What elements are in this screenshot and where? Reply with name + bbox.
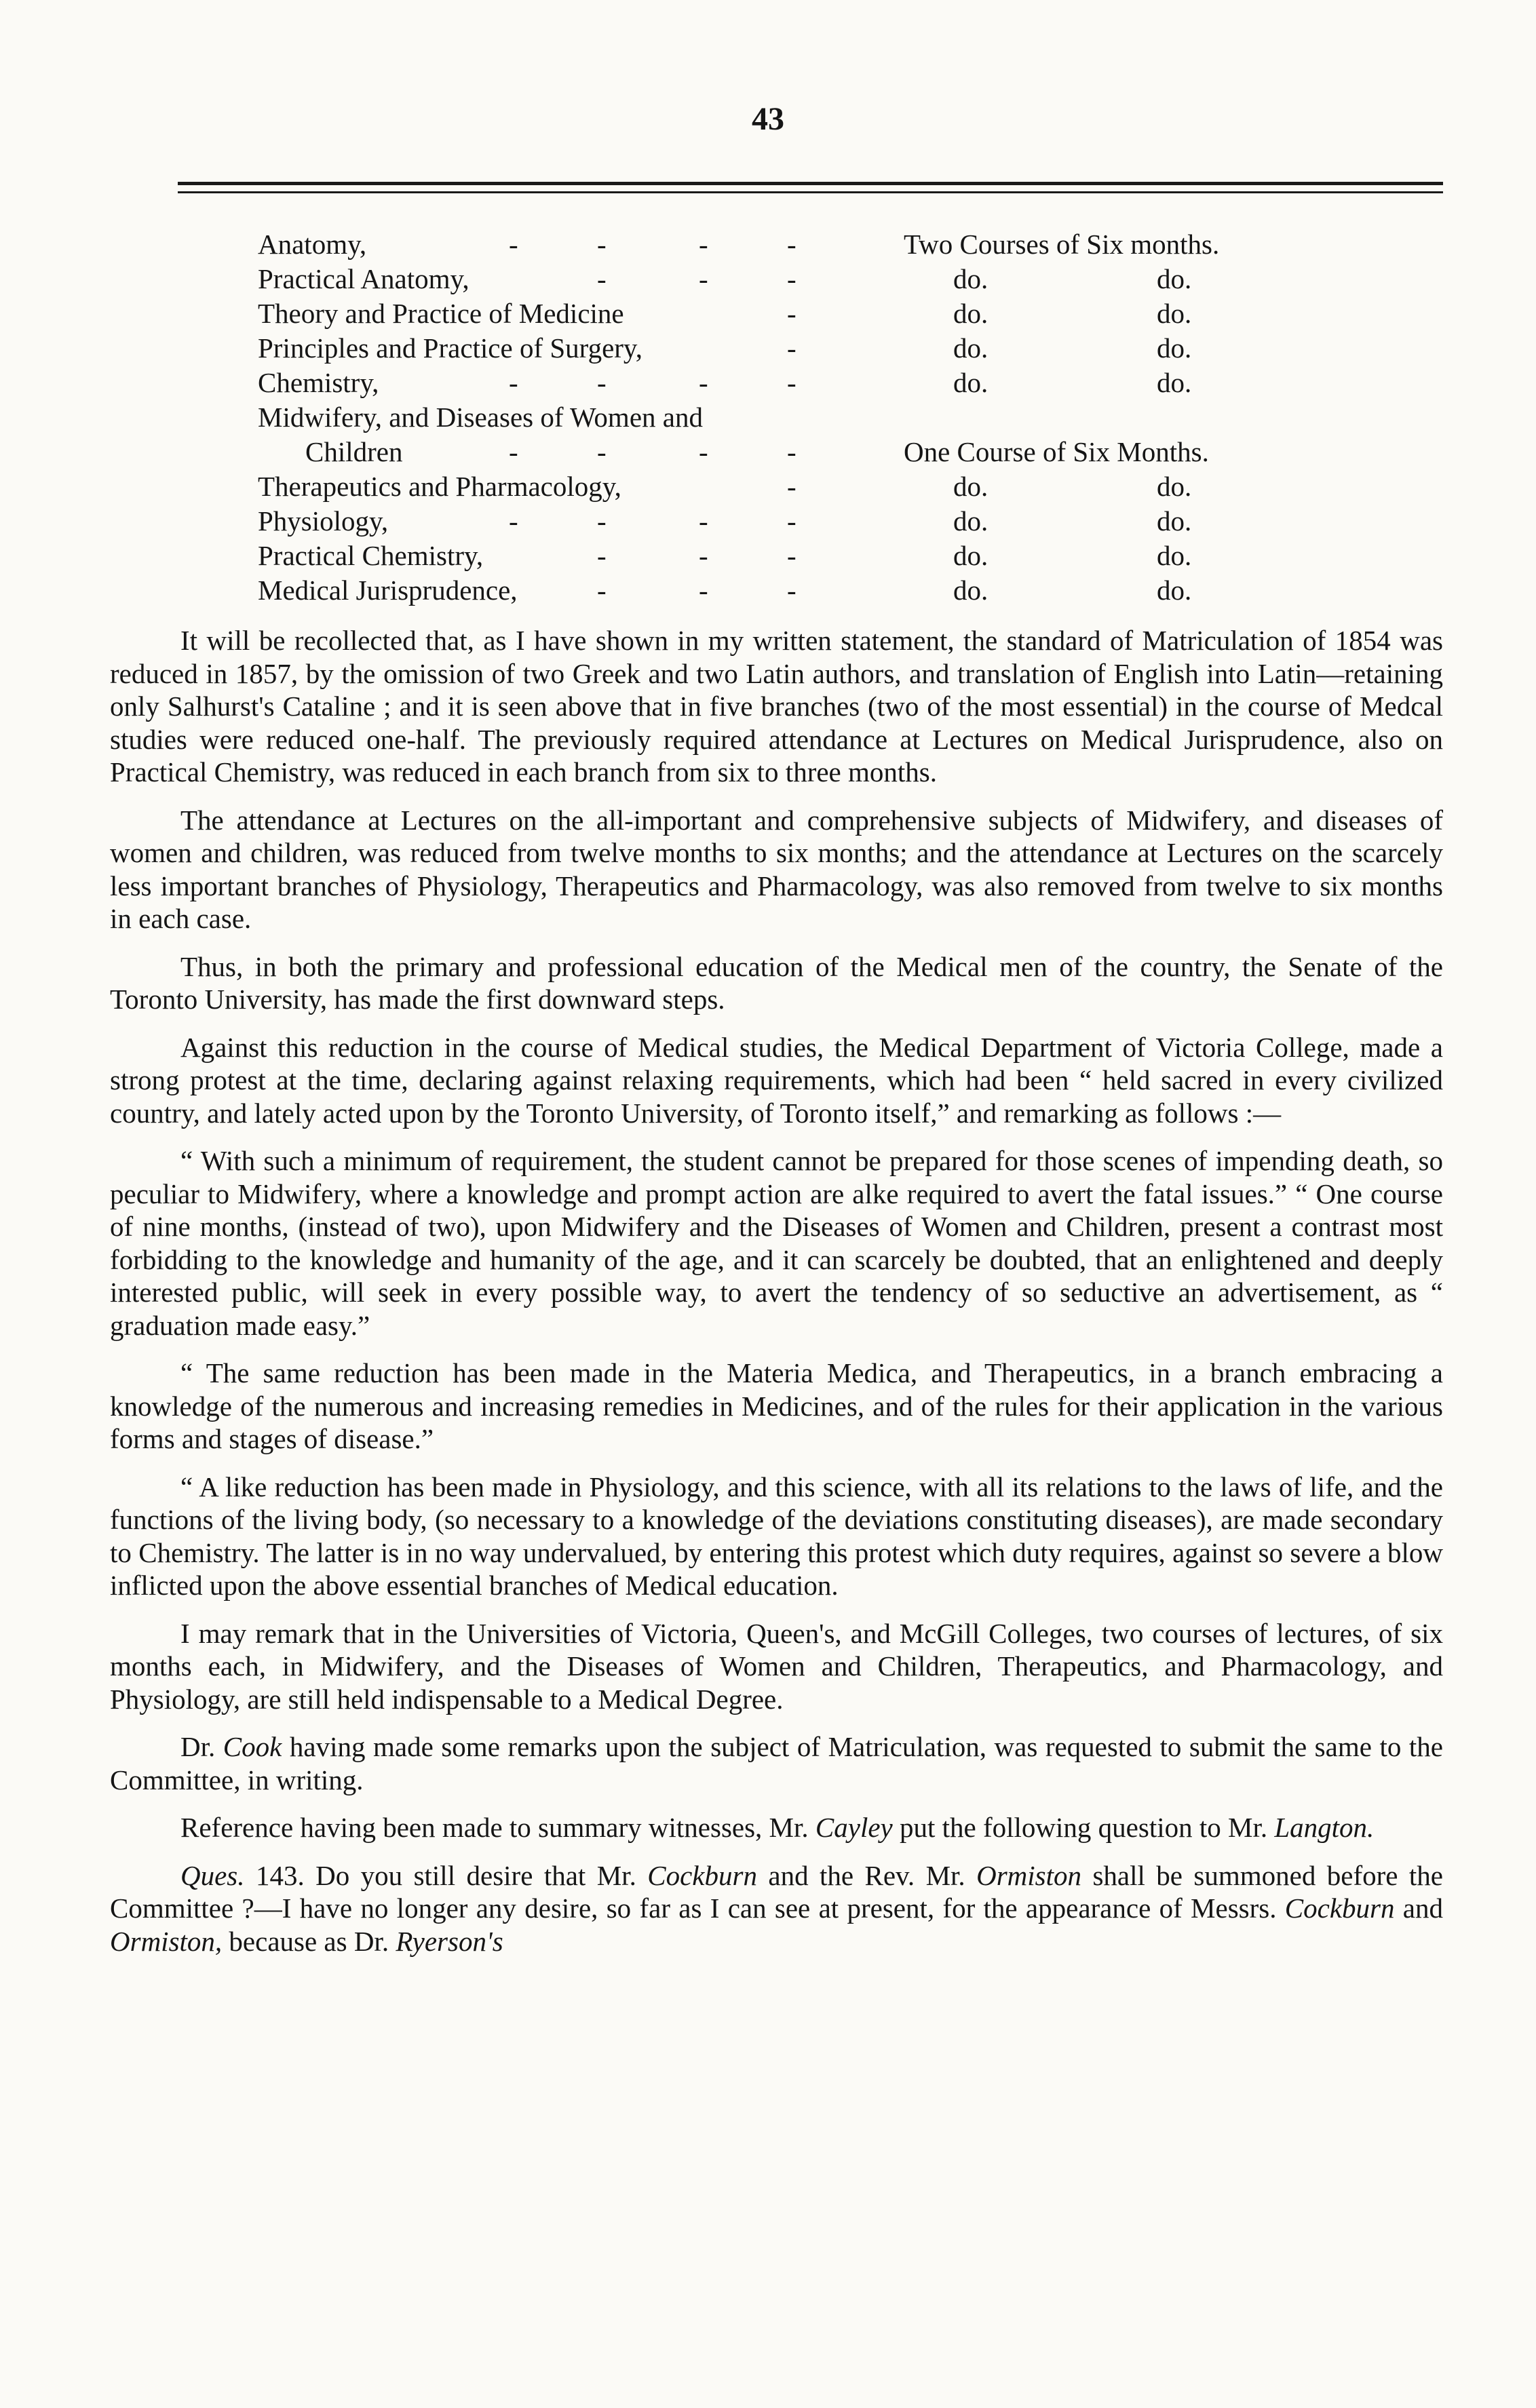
- body-text: [110, 624, 1443, 1973]
- course-duration: One Course of Six Months.: [904, 436, 1209, 467]
- person-name: Cockburn: [647, 1859, 757, 1891]
- paragraph: Against this reduction in the course of Medical studies, the Medical Department of Victoria College, made a strong protest at the time, declaring against relaxing requirements, which had been “ held sacred in every civilized country, and lately acted upon by the Toronto University, of Toronto itself,” and remarking as follows :—: [110, 1031, 1443, 1129]
- course-row: Physiology, - - - - do. do.: [258, 504, 1357, 539]
- course-row: Medical Jurisprudence, - - - do. do.: [258, 573, 1357, 608]
- course-subject: Principles and Practice of Surgery,: [258, 332, 643, 364]
- course-subject: Chemistry,: [258, 367, 379, 398]
- course-subject: Anatomy,: [258, 229, 367, 260]
- quoted-paragraph: “ A like reduction has been made in Physiology, and this science, with all its relations to the laws of life, and the functions of the living body, (so necessary to a knowledge of the deviations constituting diseases), are made secondary to Chemistry. The latter is in no way undervalued, by entering this protest which duty requires, against so severe a blow inflicted upon the above essential branches of Medical education.: [110, 1471, 1443, 1601]
- header-rule-thick: [178, 182, 1443, 185]
- header-rule-thin: [178, 191, 1443, 193]
- paragraph: I may remark that in the Universities of Victoria, Queen's, and McGill Colleges, two courses of lectures, of six months each, in Midwifery, and the Diseases of Women and Children, Therapeutics, and Pharmacology, and Physiology, are still held indispensable to a Medical Degree.: [110, 1617, 1443, 1715]
- quoted-paragraph: “ With such a minimum of requirement, the student cannot be prepared for those scenes of impending death, so peculiar to Midwifery, where a knowledge and prompt action are alke required to avert the fatal issues.” “ One course of nine months, (instead of two), upon Midwifery and the Diseases of Women and Children, present a contrast most forbidding to the knowledge and humanity of the age, and it can scarcely be doubted, that an enlightened and deeply interested public, will seek in every possible way, to avert the tendency of so seductive an advertisement, as “ graduation made easy.”: [110, 1145, 1443, 1341]
- course-row: Chemistry, - - - - do. do.: [258, 366, 1357, 400]
- person-name: Cockburn: [1284, 1892, 1395, 1924]
- course-ditto: do.: [953, 263, 988, 294]
- course-ditto: do.: [1157, 505, 1192, 537]
- course-ditto: do.: [1157, 332, 1192, 364]
- course-ditto: do.: [953, 471, 988, 502]
- question-paragraph: Ques. 143. Do you still desire that Mr. Cockburn and the Rev. Mr. Ormiston shall be summoned before the Committee ?—I have no longer any desire, so far as I can see at present, for the appearance of Messrs. Cockburn and Ormiston, because as Dr. Ryerson's: [110, 1859, 1443, 1957]
- course-row: Practical Anatomy, - - - do. do.: [258, 262, 1357, 296]
- course-subject: Theory and Practice of Medicine: [258, 298, 624, 329]
- person-name: Cayley: [815, 1812, 893, 1843]
- course-ditto: do.: [953, 298, 988, 329]
- course-ditto: do.: [1157, 540, 1192, 571]
- paragraph: Dr. Cook having made some remarks upon the subject of Matriculation, was requested to submit the same to the Committee, in writing.: [110, 1731, 1443, 1795]
- course-subject: Medical Jurisprudence,: [258, 575, 518, 606]
- course-duration: Two Courses of Six months.: [904, 229, 1220, 260]
- paragraph: The attendance at Lectures on the all-important and comprehensive subjects of Midwifery, and diseases of women and children, was reduced from twelve months to six months; and the attendance at Lectures on the scarcely less important branches of Physiology, Therapeutics and Pharmacology, was also removed from twelve to six months in each case.: [110, 804, 1443, 934]
- course-row: Principles and Practice of Surgery, - do. do.: [258, 331, 1357, 366]
- course-ditto: do.: [953, 575, 988, 606]
- course-row: Anatomy, - - - - Two Courses of Six months.: [258, 227, 1357, 262]
- person-name: Ryerson's: [396, 1925, 503, 1957]
- course-subject-continued: Children: [305, 436, 403, 467]
- person-name: Ormiston: [976, 1859, 1082, 1891]
- course-subject: Therapeutics and Pharmacology,: [258, 471, 621, 502]
- course-subject: Practical Chemistry,: [258, 540, 484, 571]
- course-row: Theory and Practice of Medicine - do. do.: [258, 296, 1357, 331]
- course-subject: Midwifery, and Diseases of Women and: [258, 402, 703, 433]
- course-subject: Practical Anatomy,: [258, 263, 469, 294]
- course-subject: Physiology,: [258, 505, 389, 537]
- course-ditto: do.: [1157, 263, 1192, 294]
- course-ditto: do.: [1157, 471, 1192, 502]
- person-name: Ormiston,: [110, 1925, 223, 1957]
- page-number: 43: [752, 101, 784, 137]
- person-name: Cook: [223, 1731, 282, 1762]
- course-row: Practical Chemistry, - - - do. do.: [258, 539, 1357, 573]
- course-ditto: do.: [953, 332, 988, 364]
- course-table: [258, 227, 1357, 608]
- course-ditto: do.: [953, 505, 988, 537]
- paragraph: Thus, in both the primary and professional education of the Medical men of the country, the Senate of the Toronto University, has made the first downward steps.: [110, 950, 1443, 1015]
- course-ditto: do.: [1157, 298, 1192, 329]
- course-row: Therapeutics and Pharmacology, - do. do.: [258, 469, 1357, 504]
- question-label: Ques.: [180, 1859, 245, 1891]
- course-ditto: do.: [1157, 575, 1192, 606]
- paragraph: Reference having been made to summary witnesses, Mr. Cayley put the following question to Mr. Langton.: [180, 1812, 1375, 1843]
- course-row: Midwifery, and Diseases of Women and Children - - - - One Course of Six Months.: [258, 400, 1357, 469]
- paragraph: It will be recollected that, as I have shown in my written statement, the standard of Matriculation of 1854 was reduced in 1857, by the omission of two Greek and two Latin authors, and translation of English into Latin—retaining only Salhurst's Cataline ; and it is seen above that in five branches (two of the most essential) in the course of Medcal studies were reduced one-half. The previously required attendance at Lectures on Medical Jurisprudence, also on Practical Chemistry, was reduced in each branch from six to three months.: [110, 625, 1443, 788]
- course-ditto: do.: [953, 367, 988, 398]
- course-ditto: do.: [1157, 367, 1192, 398]
- quoted-paragraph: “ The same reduction has been made in the Materia Medica, and Therapeutics, in a branch embracing a knowledge of the numerous and increasing remedies in Medicines, and of the rules for their application in the various forms and stages of disease.”: [110, 1357, 1443, 1454]
- course-ditto: do.: [953, 540, 988, 571]
- person-name: Langton.: [1274, 1812, 1375, 1843]
